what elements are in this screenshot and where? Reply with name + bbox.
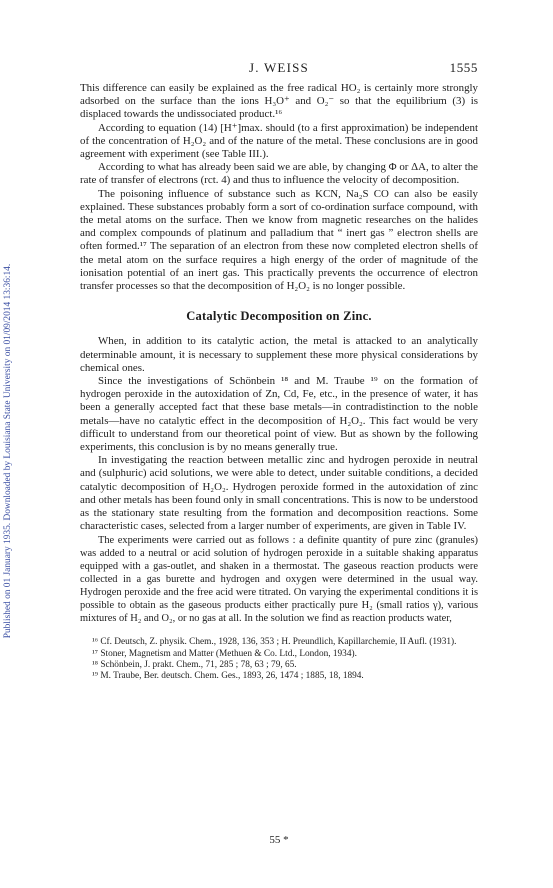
page-number: 1555: [449, 60, 478, 75]
paragraph: According to what has already been said we are able, by changing Φ or ΔA, to alter the rate of transfer of electrons (rct. 4) and thus to influence the velocity of decomposition.: [80, 161, 478, 187]
footnote: ¹⁷ Stoner, Magnetism and Matter (Methuen & Co. Ltd., London, 1934).: [92, 648, 357, 659]
paragraph: In investigating the reaction between metallic zinc and hydrogen peroxide in neutral and (sulphuric) acid solutions, we were able to detect, under suitable conditions, a decided catalytic decomposition of H₂O₂. Hydrogen peroxide formed in the autoxidation of zinc and other metals has been found only in small concentrations. This is now to be understood as the stationary state resulting from the formation and decomposition reactions. Some characteristic cases, selected from a larger number of experiments, are given in Table IV.: [80, 454, 478, 533]
footnote: ¹⁶ Cf. Deutsch, Z. physik. Chem., 1928, 136, 353 ; H. Preundlich, Kapillarchemie, II Aufl. (1931).: [92, 637, 457, 648]
paragraph: According to equation (14) [H⁺]max. should (to a first approximation) be independent of the concentration of H₂O₂ and of the nature of the metal. These conclusions are in good agreement with experiment (see Table III.).: [80, 121, 478, 161]
experiment-paragraph: The experiments were carried out as follows : a definite quantity of pure zinc (granules) was added to a neutral or acid solution of hydrogen peroxide in a suitable shaking apparatus equipped with a gas-outlet, and shaken in a thermostat. The gaseous reaction products were collected in a gas burette and hydrogen and oxygen were determined in the usual way. Hydrogen peroxide and the free acid were titrated. On varying the experimental conditions it is possible to obtain as the gaseous products either practically pure H₂ (small ratios γ), various mixtures of H₂ and O₂, or no gas at all. In the solution we find as reaction products water,: [80, 534, 478, 625]
download-watermark: Published on 01 January 1935. Downloaded by Louisiana State University on 01/09/2014 13:36:14.: [3, 263, 13, 639]
folio-mark: 55 *: [269, 834, 289, 846]
paragraph: Since the investigations of Schönbein ¹⁸ and M. Traube ¹⁹ on the formation of hydrogen peroxide in the autoxidation of Zn, Cd, Fe, etc., in the presence of water, it has been a generally accepted fact that these base metals—in contradistinction to the noble metals—have no catalytic effect in the decomposition of H₂O₂. This fact would be very difficult to understand from our theoretical point of view. But as shown by the following experiments, this conclusion is by no means generally true.: [80, 375, 478, 454]
section-heading: Catalytic Decomposition on Zinc.: [186, 309, 372, 324]
paragraph: The poisoning influence of substance such as KCN, Na₂S CO can also be easily explained. These substances probably form a sort of co-ordination surface compound, with the metal atoms on the surface. Then we know from magnetic researches on the halides and complex compounds of platinum and palladium that “ inert gas ” electron shells are often formed.¹⁷ The separation of an electron from these now completed electron shells of the metal atom on the surface requires a high energy of the order of magnitude of the ionisation potential of an inert gas. This practically prevents the occurrence of electron transfer processes so that the decomposition of H₂O₂ is no longer possible.: [80, 187, 478, 293]
running-head-author: J. WEISS: [249, 60, 309, 75]
running-header: [80, 60, 478, 78]
footnotes: [80, 637, 478, 683]
paragraph: This difference can easily be explained as the free radical HO₂ is certainly more strongly adsorbed on the surface than the ions H₃O⁺ and O₂⁻ so that the equilibrium (3) is displaced towards the undissociated product.¹⁶: [80, 82, 478, 121]
paragraph: When, in addition to its catalytic action, the metal is attacked to an analytically determinable amount, it is necessary to supplement these more physical considerations by chemical ones.: [80, 335, 478, 374]
footnote: ¹⁹ M. Traube, Ber. deutsch. Chem. Ges., 1893, 26, 1474 ; 1885, 18, 1894.: [92, 671, 364, 682]
footnote: ¹⁸ Schönbein, J. prakt. Chem., 71, 285 ; 78, 63 ; 79, 65.: [92, 659, 297, 670]
article-body: [80, 82, 478, 683]
